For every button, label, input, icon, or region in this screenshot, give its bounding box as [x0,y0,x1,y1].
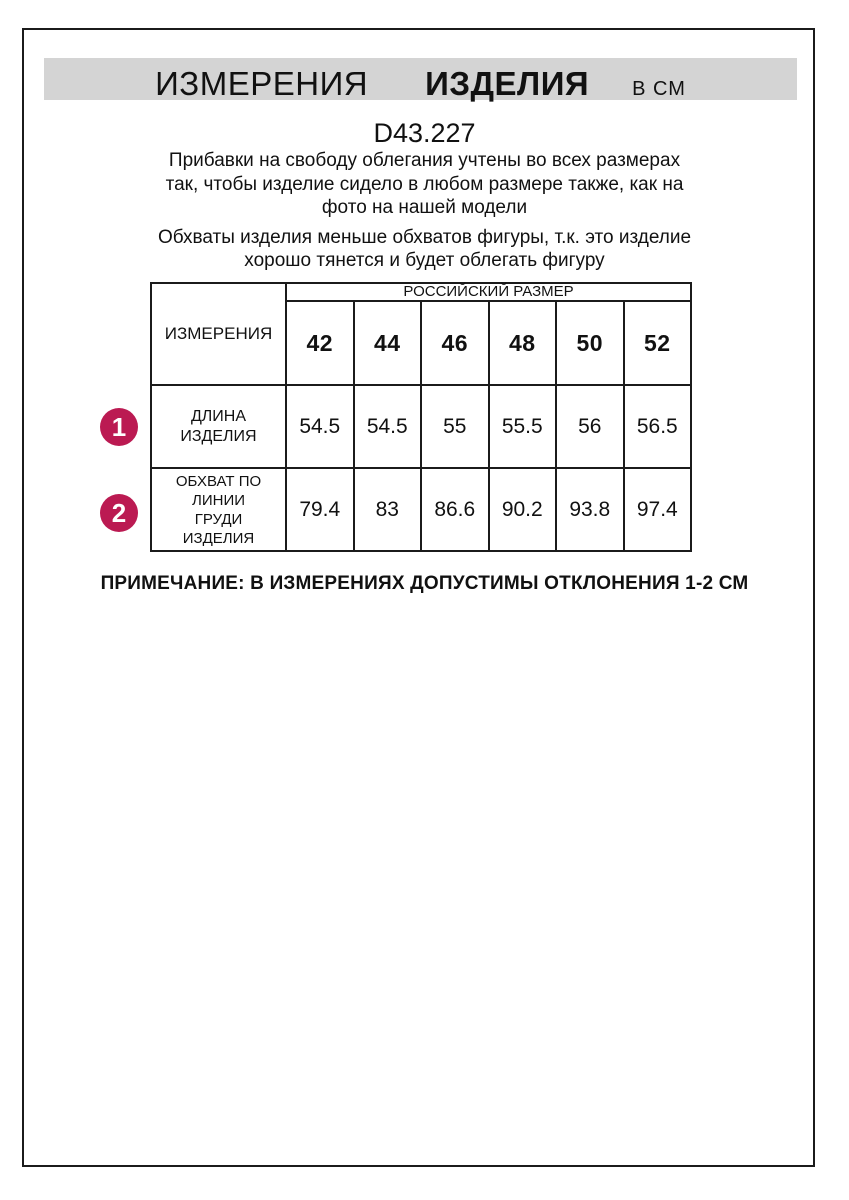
intro-paragraph-stretch-line: хорошо тянется и будет облегать фигуру [244,250,605,271]
header-bar [44,58,797,100]
header-title-group [155,63,686,110]
table-cell: 55.5 [489,385,557,468]
table-cell: 97.4 [624,468,692,551]
header-title-measurements: ИЗМЕРЕНИЯ [155,65,369,102]
intro-paragraph-fit-line: Прибавки на свободу облегания учтены во всех размерах [168,150,681,171]
row-label-length: ДЛИНА ИЗДЕЛИЯ [151,385,286,468]
table-cell: 54.5 [286,385,354,468]
size-column-header: 48 [489,301,557,385]
table-cell: 79.4 [286,468,354,551]
size-column-header: 50 [556,301,624,385]
measure-marker-1-number: 1 [111,412,127,442]
intro-paragraph-stretch [0,226,849,273]
table-cell: 55 [421,385,489,468]
intro-paragraph-stretch-line: Обхваты изделия меньше обхватов фигуры, т.к. это изделие [157,226,692,248]
table-row-length [151,385,691,468]
intro-text-block [0,149,849,273]
size-column-header: 42 [286,301,354,385]
measure-marker-1 [100,408,138,446]
intro-paragraph-fit-line: фото на нашей модели [321,197,528,218]
table-cell: 83 [354,468,422,551]
size-column-header: 46 [421,301,489,385]
table-cell: 93.8 [556,468,624,551]
table-cell: 56.5 [624,385,692,468]
table-cell: 86.6 [421,468,489,551]
size-column-header: 44 [354,301,422,385]
size-measurements-table [150,282,692,552]
table-cell: 90.2 [489,468,557,551]
header-unit-label: В СМ [632,78,686,100]
table-size-group-header: РОССИЙСКИЙ РАЗМЕР [286,283,691,301]
table-group-header-row [151,283,691,301]
size-column-header: 52 [624,301,692,385]
measure-marker-2-number: 2 [111,498,127,528]
intro-paragraph-fit-line: так, чтобы изделие сидело в любом размере также, как на [165,173,684,195]
table-corner-header: ИЗМЕРЕНИЯ [151,283,286,385]
table-row-chest [151,468,691,551]
product-code: D43.227 [373,118,476,148]
intro-paragraph-fit [0,149,849,220]
table-cell: 54.5 [354,385,422,468]
table-cell: 56 [556,385,624,468]
header-title-product: ИЗДЕЛИЯ [425,65,590,102]
row-label-chest: ОБХВАТ ПО ЛИНИИ ГРУДИ ИЗДЕЛИЯ [151,468,286,551]
measure-marker-2 [100,494,138,532]
tolerance-note: ПРИМЕЧАНИЕ: В ИЗМЕРЕНИЯХ ДОПУСТИМЫ ОТКЛОНЕНИЯ 1-2 СМ [100,573,749,594]
